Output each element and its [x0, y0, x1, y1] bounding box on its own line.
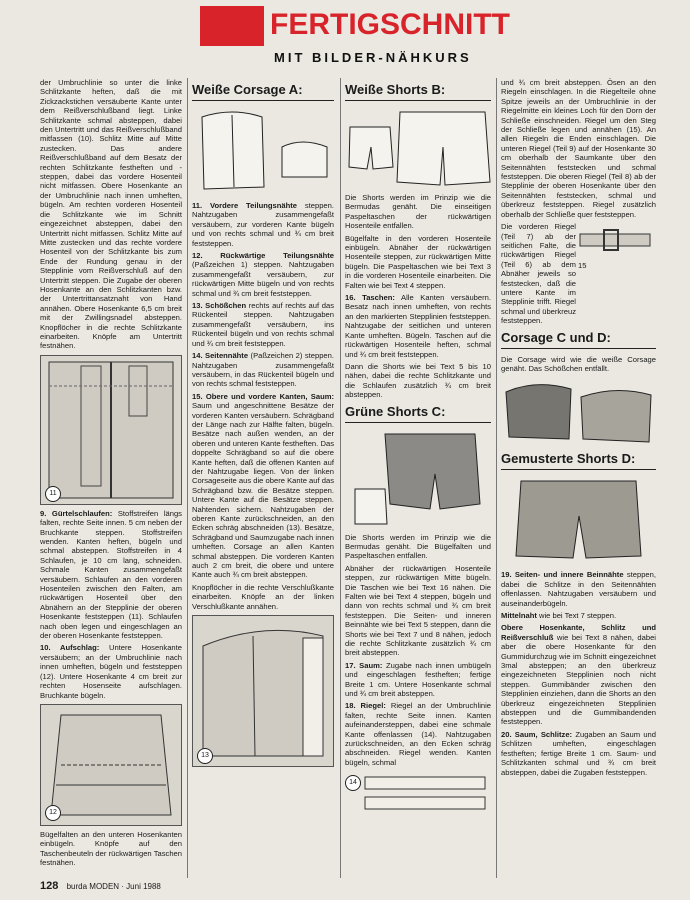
paragraph: Riegel an der Umbruchlinie falten, rechte Seite innen. Kanten aufeinandersteppen, dabei eine schmale Kante offenlassen (14). Nahtzugaben zurückschneiden, an den Ecken schräg abschneiden. Riegel wenden. Kanten bügeln, schmal — [345, 701, 492, 767]
column-3 — [345, 78, 491, 821]
paragraph: Alle Kanten versäubern. Besatz nach innen umheften, von rechts an den markierten Stepplinien feststeppen. Nahtzugabe der seitlichen und unteren Kante umheften. Bügeln. Taschen auf die rückwärtigen Hosenteile heften, schmal und ¾ cm breit feststeppen. — [345, 293, 491, 359]
paragraph: steppen. Nahtzugaben zusammengefaßt versäubern, zur vorderen Kante bügeln und von rechts schmal und ¾ cm breit feststeppen. — [192, 201, 334, 248]
buckle-illustration — [578, 222, 656, 258]
column-divider — [340, 78, 341, 878]
figure-number: 13 — [197, 748, 213, 764]
figure-number: 12 — [45, 805, 61, 821]
figure-14 — [345, 771, 491, 817]
corsage-figure — [192, 107, 334, 197]
header-banner — [200, 6, 688, 65]
corsage-cd-figure — [501, 377, 656, 447]
hem-illustration — [41, 705, 181, 825]
paragraph: Die vorderen Riegel (Teil 7) ab der seitlichen Falte, die rückwärtigen Riegel (Teil 6) ab dem Abnäher jeweils so feststecken, daß die untere Kante im Stepplinie trifft. Riegel schmal und überkreuz feststeppen. — [501, 222, 576, 326]
step-heading: 9. Gürtelschlaufen: — [40, 508, 113, 518]
column-1 — [40, 78, 182, 871]
paragraph: Bügelfalte in den vorderen Hosenteile einbügeln. Abnäher der rückwärtigen Hosenteile steppen, zur rückwärtigen Mitte bügeln. Die Paspeltaschen wie bei Text 3 in die vorderen Hosenteile einarbeiten. Die Falten wie bei Text 4 steppen. — [345, 233, 491, 290]
step-heading: 17. Saum: — [345, 660, 383, 670]
banner-title: FERTIGSCHNITT — [270, 8, 510, 41]
corsage-illustration — [192, 107, 334, 197]
shorts-b-figure — [345, 107, 491, 189]
paragraph: Untere Hosenkante versäubern; an der Umbruchlinie nach innen umheften, bügeln und feststeppen (12). Untere Hosenkante 4 cm breit zur rechten Hosenseite aufschlagen. Bruchkante bügeln. — [40, 643, 182, 700]
zipper-illustration — [41, 356, 181, 504]
page-footer — [40, 880, 161, 892]
section-heading: Weiße Shorts B: — [345, 82, 491, 101]
figure-number: 14 — [345, 775, 361, 791]
paragraph: Stoffstreifen längs falten, rechte Seite innen. 5 cm neben der Bruchkante steppen. Stoffstreifen wenden. Kanten heften, bügeln und schmal absteppen. Stoffstreifen in 4 Schlaufen, je 10 cm lang, schneiden. Schmale Kanten zusammengefaßt versäubern. Schlaufen an den vorderen Hosenteilen zwischen den Falten, am rückwärtigen Hosenteil über den Abnähern an der Stepplinie der oberen Hosenkante feststeppen (11). Schlaufen nach oben legen und eingeschlagen an der oberen Hosenkante feststeppen. — [40, 508, 182, 641]
column-2 — [192, 78, 334, 771]
paragraph: Die Corsage wird wie die weiße Corsage genäht. Das Schößchen entfällt. — [501, 354, 656, 373]
section-heading: Corsage C und D: — [501, 330, 656, 349]
banner-subtitle: MIT BILDER-NÄHKURS — [274, 50, 472, 65]
step-heading: 10. Aufschlag: — [40, 643, 100, 653]
figure-15 — [578, 222, 656, 270]
step-heading: 12. Rückwärtige Teilungsnähte — [192, 251, 334, 261]
paragraph: Bügelfalten an den unteren Hosenkanten einbügeln. Knöpfe auf den Taschenbeuteln der rückwärtigen Taschen festnähen. — [40, 829, 182, 868]
column-divider — [496, 78, 497, 878]
section-heading: Grüne Shorts C: — [345, 404, 491, 423]
shorts-c-figure — [345, 429, 491, 529]
figure-13 — [192, 615, 334, 767]
step-heading: 11. Vordere Teilungsnähte — [192, 201, 297, 210]
column-divider — [187, 78, 188, 878]
step-heading: 20. Saum, Schlitze: — [501, 729, 573, 739]
step-heading: 16. Taschen: — [345, 293, 395, 303]
step-heading: Obere Hosenkante, Schlitz und Reißverschluß — [501, 623, 656, 642]
paragraph: Die Shorts werden im Prinzip wie die Bermudas genäht. Die Bügelfalten und Paspeltaschen entfallen. — [345, 532, 491, 561]
patterned-shorts-illustration — [501, 476, 656, 566]
step-heading: 15. Obere und vordere Kanten, Saum: — [192, 391, 334, 401]
paragraph: (Paßzeichen 1) steppen. Nahtzugaben zusammengefaßt versäubern, zur rückwärtigen Mitte bügeln und von rechts schmal und ¾ cm breit feststeppen. — [192, 260, 334, 298]
shorts-illustration — [345, 107, 491, 189]
paragraph: der Umbruchlinie so unter die linke Schlitzkante heften, daß die mit Zickzackstichen versäuberte Kante unter dem Reißverschlußband liegt. Linke Schlitzkante schmal absteppen, dabei den Untertritt und das Reißverschlußband mitfassen (10). Schlitz Mitte auf Mitte zustecken. Das andere Reißverschlußband auf dem Besatz der rechten Schlitzkante festheften und -steppen, dabei das vordere Hosenteil nicht mitfassen. Obere Hosenkante an der Umbruchlinie nach innen umheften, bügeln. Am rechten vorderen Hosenteil die Schlitzkante wie im Schnitt eingezeichnet absteppen, dabei den Untertritt nicht mitfassen. Schlitz Mitte auf Mitte zustecken und das rechte vordere Hosenteil von der Schlitzkante bis zum Ende der Rundung genau in der Stepplinie vom Reißverschluß auf den Untertritt steppen. Die Zugabe der oberen Hosenkante an den Schlitzkanten bzw. der Untertrittansatznaht von Hand annähen. Obere Hosenkante 6,5 cm breit mit der Zwillingsnadel absteppen. Knopflöcher in die rechte Schlitzkante einarbeiten. Knöpfe am Untertritt festnähen. — [40, 78, 182, 351]
paragraph: rechts auf rechts auf das Rückenteil steppen. Nahtzugaben zusammengefaßt versäubern, ins Rückenteil bügeln und von rechts schmal und ¾ cm breit feststeppen. — [192, 301, 334, 348]
strap-block — [501, 222, 656, 325]
paragraph: Knopflöcher in die rechte Verschlußkante einarbeiten. Knöpfe an der linken Verschlußkante annähen. — [192, 582, 334, 611]
section-heading: Weiße Corsage A: — [192, 82, 334, 101]
corsage-cd-illustration — [501, 377, 656, 447]
step-heading: 19. Seiten- und innere Beinnähte — [501, 570, 624, 580]
paragraph: Die Shorts werden im Prinzip wie die Bermudas genäht. Die einseitigen Paspeltaschen der rückwärtigen Hosenteile entfallen. — [345, 193, 491, 231]
step-heading: 18. Riegel: — [345, 701, 386, 711]
paragraph: steppen, dabei die Schlitze in den Seitennähten offenlassen. Nahtzugaben versäubern und auseinanderbügeln. — [501, 570, 656, 608]
figure-number: 11 — [45, 486, 61, 502]
corsage-edge-illustration — [193, 616, 335, 766]
shorts-d-figure — [501, 476, 656, 566]
figure-12 — [40, 704, 182, 826]
paragraph: Abnäher der rückwärtigen Hosenteile steppen, zur rückwärtigen Mitte bügeln. Die Taschen wie bei Text 16 nähen. Die Falten wie bei Text 4 steppen, bügeln und dann von rechts schmal und ¾ cm breit feststeppen. Die Seiten- und inneren Beinnähte wie bei Text 5 steppen, dann die Shorts wie bei Text 7 und 8 nähen, jedoch die rechte Schlitzkante zusätzlich ¾ cm breit absteppen. — [345, 563, 491, 658]
paragraph: (Paßzeichen 2) steppen. Nahtzugaben zusammengefaßt versäubern, in das Rückenteil bügeln und von rechts schmal feststeppen. — [192, 351, 334, 389]
paragraph: Zugaben an Saum und Schlitzen umheften, eingeschlagen festheften; fertige Breite 1 cm. Saum- und Schlitzkanten schmal und ¾ cm breit absteppen, dabei die Zugaben feststeppen. — [501, 729, 657, 777]
strap-illustration — [345, 771, 491, 817]
page-number: 128 — [40, 880, 59, 892]
column-4 — [501, 78, 656, 780]
magazine-issue: burda MODEN · Juni 1988 — [66, 882, 161, 891]
paragraph: und ¾ cm breit absteppen. Ösen an den Riegeln einschlagen. In die Riegelteile ohne Spitze jeweils an der Umbruchlinie in der Riegelmitte ein kleines Loch für den Dorn der Schließe einschneiden. Riegel um den Steg der Schließe legen und annähen (15). An allen Riegeln die Enden einschlagen. Die unteren Riegel (Teil 9) auf der Hosenkante 30 cm oberhalb der Saumkante über den Seitennähten feststecken und schmal feststeppen. Die oberen Riegel (Teil 8) ab der Stepplinie der oberen Hosenkante über den Seitennähten feststecken, schmal und überkreuz feststeppen. Riegel zusätzlich oberhalb der Schließe quer feststeppen. — [501, 78, 656, 219]
figure-11 — [40, 355, 182, 505]
step-heading: 14. Seitennähte — [192, 351, 249, 361]
red-bar — [200, 6, 264, 46]
paragraph: wie bei Text 7 steppen. — [536, 611, 617, 620]
paragraph: Saum und angeschnittene Besätze der vorderen Kanten versäubern. Schrägband der Länge nach zur Hälfte falten, bügeln. Besätze nach außen wenden, an der oberen und unteren Kante festheften. Das doppelte Schrägband so auf die obere Kante heften, daß die offenen Kanten auf der Nahtzugabe liegen. Von der linken Corsageseite aus die obere Kante auf das Schrägband bzw. die Besätze steppen. Untere Kante auf die Besätze steppen. Nahtenden sichern. Nahtzugaben der oberen Kante zurückschneiden, an den Ecken schräg abschneiden (13). Besätze, Schrägband und Saumzugabe nach innen umheften. Corsage an allen Kanten schmal absteppen. Die vorderen Kanten auch 2 cm breit, die obere und untere Kante auch ¾ cm breit absteppen. — [192, 401, 334, 580]
step-heading: 13. Schößchen — [192, 301, 247, 311]
figure-number: 15 — [578, 260, 587, 270]
green-shorts-illustration — [345, 429, 491, 529]
step-heading: Mittelnaht — [501, 611, 537, 620]
paragraph: wie bei Text 8 nähen, dabei aber die obere Hosenkante für den Gummidurchzug wie im Schnitt eingezeichnet 3mal absteppen; an den überkreuz eingezeichneten Stepplinien noch nicht steppen. Gummibänder zwischen den Stepplinien einziehen, dann die Shorts an den überkreuz eingezeichneten Stepplinien absteppen und die Gummibandenden feststeppen. — [501, 632, 656, 727]
section-heading: Gemusterte Shorts D: — [501, 451, 656, 470]
paragraph: Zugabe nach innen umbügeln und eingeschlagen festheften; fertige Breite 1 cm. Untere Hosenkante schmal und ¾ cm breit absteppen. — [345, 660, 492, 699]
paragraph: Dann die Shorts wie bei Text 5 bis 10 nähen, dabei die rechte Schlitzkante und die Schlaufen zusätzlich ¾ cm breit absteppen. — [345, 361, 491, 400]
